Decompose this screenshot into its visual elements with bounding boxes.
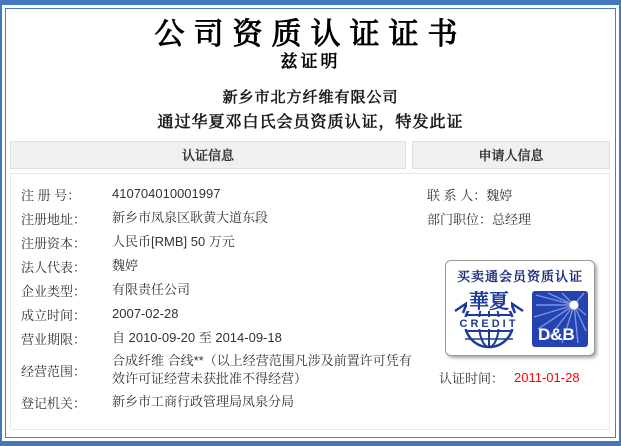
table-row	[427, 206, 609, 230]
column-header-cert-info: 认证信息	[10, 141, 406, 169]
table-row	[21, 230, 413, 254]
company-name: 新乡市北方纤维有限公司	[222, 89, 399, 106]
membership-certification-badge	[445, 260, 595, 356]
cert-info-column	[11, 174, 413, 429]
column-header-applicant-info: 申请人信息	[412, 141, 610, 169]
applicant-info-column	[413, 174, 609, 429]
field-value: 人民币[RMB] 50 万元	[112, 234, 235, 249]
field-label: 成立时间：	[21, 307, 87, 323]
table-row	[21, 182, 413, 206]
table-row	[427, 182, 609, 206]
badge-logos	[450, 289, 590, 349]
table-row	[21, 278, 413, 302]
field-label: 企业类型：	[21, 283, 87, 299]
field-value: 有限责任公司	[112, 282, 191, 297]
field-value: 总经理	[492, 211, 532, 227]
table-row	[21, 206, 413, 230]
certify-subtitle: 兹证明	[280, 52, 341, 72]
certification-date-value: 2011-01-28	[514, 370, 580, 385]
table-row	[21, 350, 413, 390]
field-value: 自 2010-09-20 至 2014-09-18	[112, 330, 282, 345]
huaxia-credit-logo-icon	[453, 289, 525, 349]
table-row	[21, 254, 413, 278]
credit-text: CREDIT	[459, 318, 518, 330]
field-value: 新乡市工商行政管理局凤泉分局	[112, 394, 295, 409]
field-value: 新乡市凤泉区耿黄大道东段	[112, 210, 269, 225]
field-label: 注 册 号：	[21, 187, 81, 203]
badge-title: 买卖通会员资质认证	[456, 269, 583, 284]
field-value: 410704010001997	[112, 186, 221, 201]
page-title: 公司资质认证证书	[154, 17, 467, 52]
dnb-logo-icon	[532, 291, 588, 347]
field-value: 魏婷	[486, 187, 513, 203]
certificate-frame	[5, 8, 616, 438]
field-label: 联 系 人：	[427, 187, 487, 203]
table-header-row	[10, 141, 610, 169]
certificate-table	[10, 141, 610, 430]
field-label: 经营范围：	[21, 363, 87, 379]
field-value: 合成纤维 合线**（以上经营范围凡涉及前置许可凭有效许可证经营未获批准不得经营）	[112, 353, 412, 386]
table-row	[21, 390, 413, 414]
field-value: 魏婷	[112, 258, 139, 273]
certification-time-row	[439, 368, 609, 387]
field-label: 注册地址：	[21, 211, 87, 227]
certification-statement: 通过华夏邓白氏会员资质认证，特发此证	[157, 114, 464, 131]
huaxia-text: 華夏	[468, 291, 509, 313]
field-label: 法人代表：	[21, 259, 87, 275]
field-label: 营业期限：	[21, 331, 87, 347]
field-value: 2007-02-28	[112, 306, 179, 321]
field-label: 部门职位：	[427, 211, 493, 227]
table-row	[21, 302, 413, 326]
dnb-text: D&B	[537, 325, 575, 344]
table-row	[21, 326, 413, 350]
table-body	[10, 173, 610, 430]
field-label: 认证时间：	[439, 371, 505, 386]
field-label: 注册资本：	[21, 235, 87, 251]
field-label: 登记机关：	[21, 395, 87, 411]
